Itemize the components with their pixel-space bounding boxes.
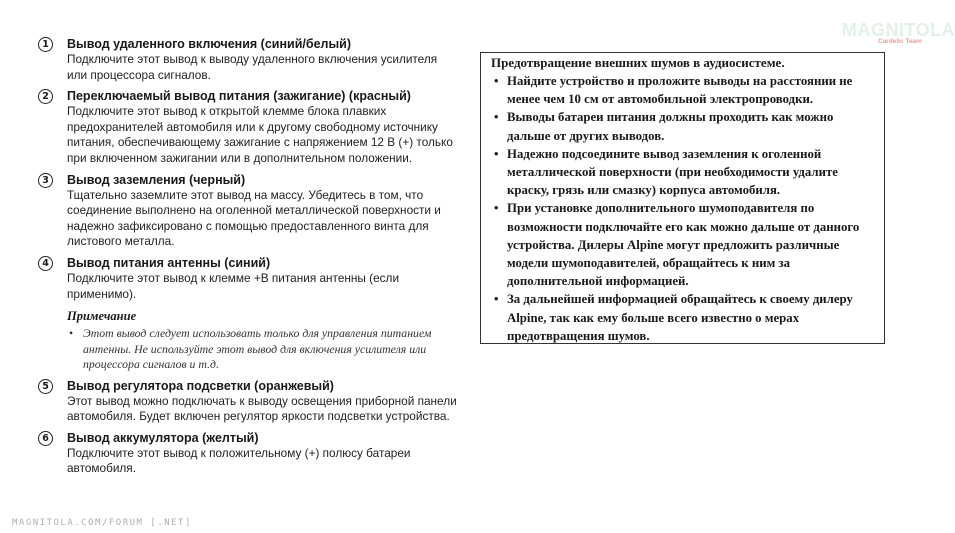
item-title: Вывод заземления (черный) <box>67 172 246 187</box>
item-title: Вывод регулятора подсветки (оранжевый) <box>67 378 334 393</box>
site-logo <box>842 20 955 50</box>
item-description: Подключите этот вывод к открытой клемме блока плавких предохранителей автомобиля или к другому свободному источнику питания, обеспечивающему зажигание с напряжением 12 В (+) только при включенном зажигании или в дополнительном положении. <box>67 104 453 165</box>
item-number-badge: 5 <box>38 379 53 394</box>
wire-item-battery <box>38 430 458 477</box>
note-heading: Примечание <box>67 309 137 324</box>
item-description: Подключите этот вывод к выводу удаленного включения усилителя или процессора сигналов. <box>67 52 438 82</box>
item-number-badge: 6 <box>38 431 53 446</box>
noise-box-title: Предотвращение внешних шумов в аудиосистеме. <box>491 55 785 70</box>
item-number-badge: 4 <box>38 256 53 271</box>
noise-prevention-box <box>480 52 885 344</box>
watermark-text: MAGNITOLA.COM/FORUM [.NET] <box>12 518 192 528</box>
note-text: • Этот вывод следует использовать только для управления питанием антенны. Не используйте этот вывод для включения усилителя или процессора сигналов и т.д. <box>67 326 458 373</box>
wire-item-ground <box>38 172 458 250</box>
item-title: Переключаемый вывод питания (зажигание) (красный) <box>67 89 411 104</box>
item-number-badge: 1 <box>38 37 53 52</box>
note-block <box>67 308 458 373</box>
wire-item-remote-turn-on <box>38 36 458 83</box>
item-title: Вывод удаленного включения (синий/белый) <box>67 37 352 51</box>
noise-tip: • Найдите устройство и проложите выводы на расстоянии не менее чем 10 см от автомобильной электропроводки. <box>491 72 874 108</box>
noise-tip: • При установке дополнительного шумоподавителя по возможности подключайте его как можно дальше от данного устройства. Дилеры Alpine могут предложить различные модели шумоподавителей, обращайтесь к ним за дополнительной информацией. <box>491 199 874 290</box>
item-description: Подключите этот вывод к клемме +B питания антенны (если применимо). <box>67 270 400 301</box>
item-description: Тщательно заземлите этот вывод на массу. Убедитесь в том, что соединение выполнено на оголенной металлической поверхности и надежно зафиксировано с помощью предоставленного винта для листового металла. <box>67 187 441 249</box>
item-title: Вывод аккумулятора (желтый) <box>67 430 259 445</box>
wire-item-antenna-power <box>38 255 458 373</box>
wire-item-switched-power <box>38 88 458 166</box>
noise-tip: • За дальнейшей информацией обращайтесь к своему дилеру Alpine, так как ему больше всего известно о мерах предотвращения шумов. <box>491 290 874 345</box>
noise-tip: • Надежно подсоедините вывод заземления к оголенной металлической поверхности (при необходимости удалите краску, грязь или смазку) корпуса автомобиля. <box>491 145 874 200</box>
item-title: Вывод питания антенны (синий) <box>67 255 271 270</box>
item-number-badge: 2 <box>38 89 53 104</box>
noise-tip: • Выводы батареи питания должны проходить как можно дальше от других выводов. <box>491 108 874 144</box>
wire-descriptions <box>38 36 458 482</box>
logo-subtext: Cardelic Team <box>878 38 922 45</box>
wire-item-illumination <box>38 378 458 425</box>
noise-tips-list <box>491 72 874 345</box>
logo-text: MAGNITOLA <box>842 20 955 40</box>
item-description: Этот вывод можно подключать к выводу освещения приборной панели автомобиля. Будет включен регулятор яркости подсветки устройства. <box>67 393 457 424</box>
item-description: Подключите этот вывод к положительному (+) полюсу батареи автомобиля. <box>67 445 411 476</box>
item-number-badge: 3 <box>38 173 53 188</box>
